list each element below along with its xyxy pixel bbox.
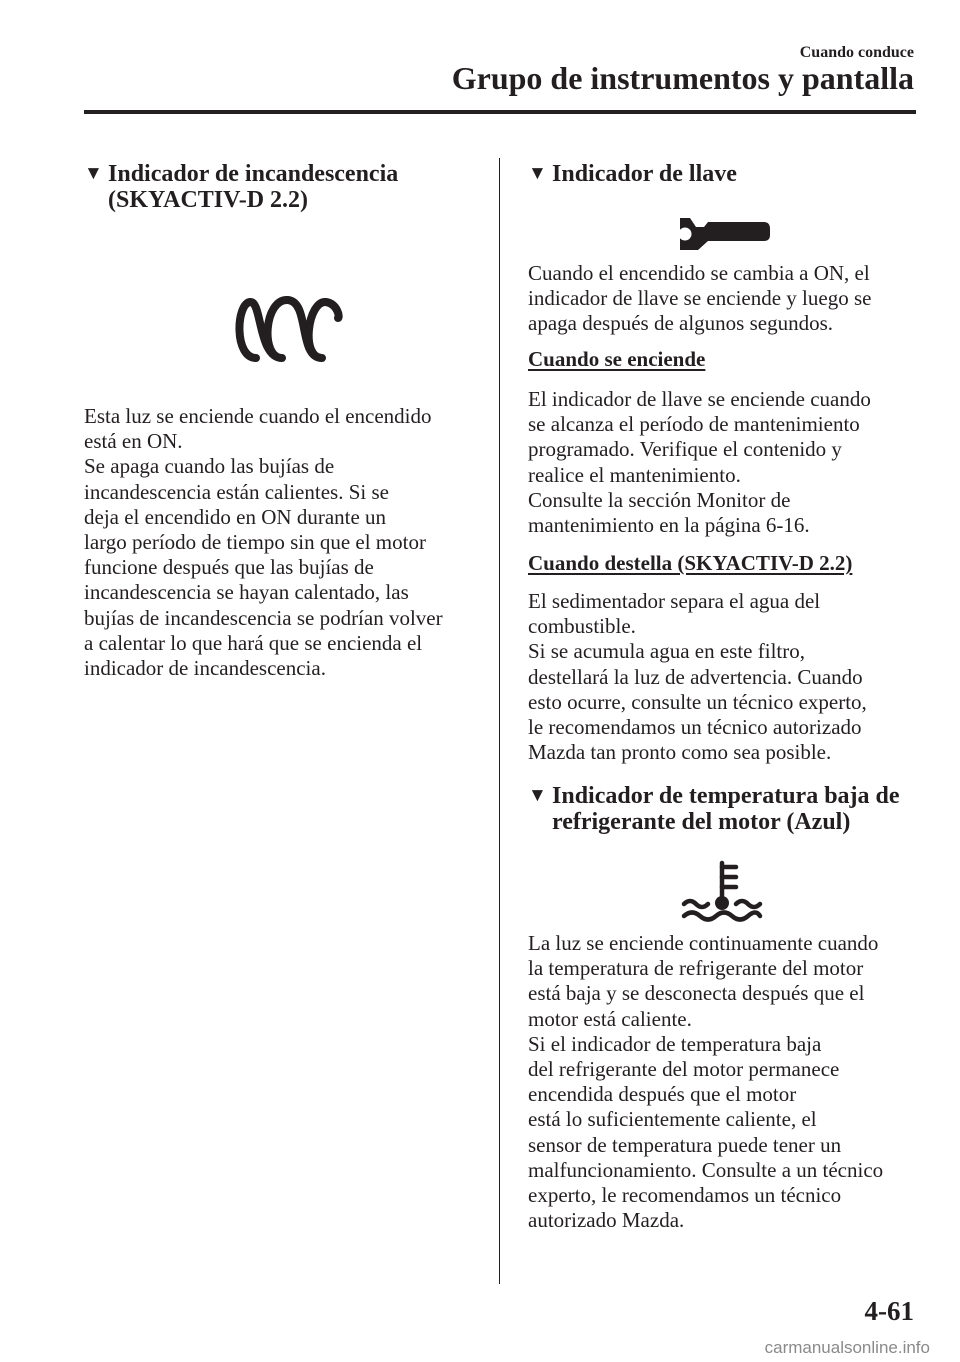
wrench-when-flashing-text: El sedimentador separa el agua del combustible. Si se acumula agua en este filtro, destellará la luz de advertencia. Cuando esto ocurre, consulte un técnico experto, le recomendamos un técnico autorizado Mazda tan pronto como sea posible. xyxy=(528,589,867,765)
subheading-when-flashing: Cuando destella (SKYACTIV-D 2.2) xyxy=(528,551,853,575)
glow-indicator-description: Esta luz se enciende cuando el encendido está en ON. Se apaga cuando las bujías de incandescencia están calientes. Si se deja el encendido en ON durante un largo período de tiempo sin que el motor funcione después que las bujías de incandescencia se hayan calentado, las bujías de incandescencia se podrían volver a calentar lo que hará que se encienda el indicador de incandescencia. xyxy=(84,404,443,681)
header-rule xyxy=(84,110,916,114)
section-marker-icon: ▼ xyxy=(84,163,103,184)
heading-glow-indicator: ▼ Indicador de incandescencia (SKYACTIV-D 2.2) xyxy=(84,161,399,213)
heading-coolant-indicator: ▼ Indicador de temperatura baja de refrigerante del motor (Azul) xyxy=(528,783,900,835)
chapter-title: Grupo de instrumentos y pantalla xyxy=(451,60,914,96)
section-label: Cuando conduce xyxy=(799,44,914,61)
wrench-when-lit-text: El indicador de llave se enciende cuando se alcanza el período de mantenimiento programado. Verifique el contenido y realice el mantenimiento. Consulte la sección Monitor de mantenimiento en la página 6-16. xyxy=(528,387,871,538)
section-marker-icon: ▼ xyxy=(528,785,547,806)
watermark: carmanualsonline.info xyxy=(764,1338,930,1357)
glow-plug-coil-icon xyxy=(228,288,344,362)
wrench-icon xyxy=(676,210,772,252)
coolant-indicator-description: La luz se enciende continuamente cuando la temperatura de refrigerante del motor está baja y se desconecta después que el motor está caliente. Si el indicador de temperatura baja del refrigerante del motor permanece encendida después que el motor está lo suficientemente caliente, el sensor de temperatura puede tener un malfuncionamiento. Consulte a un técnico experto, le recomendamos un técnico autorizado Mazda. xyxy=(528,931,884,1233)
section-marker-icon: ▼ xyxy=(528,163,547,184)
column-divider xyxy=(499,158,500,1284)
heading-wrench-indicator: ▼ Indicador de llave xyxy=(528,161,737,187)
page-number: 4-61 xyxy=(864,1296,914,1326)
subheading-when-lit: Cuando se enciende xyxy=(528,347,706,371)
wrench-indicator-intro: Cuando el encendido se cambia a ON, el indicador de llave se enciende y luego se apaga después de algunos segundos. xyxy=(528,261,872,336)
coolant-temperature-icon xyxy=(680,860,764,922)
